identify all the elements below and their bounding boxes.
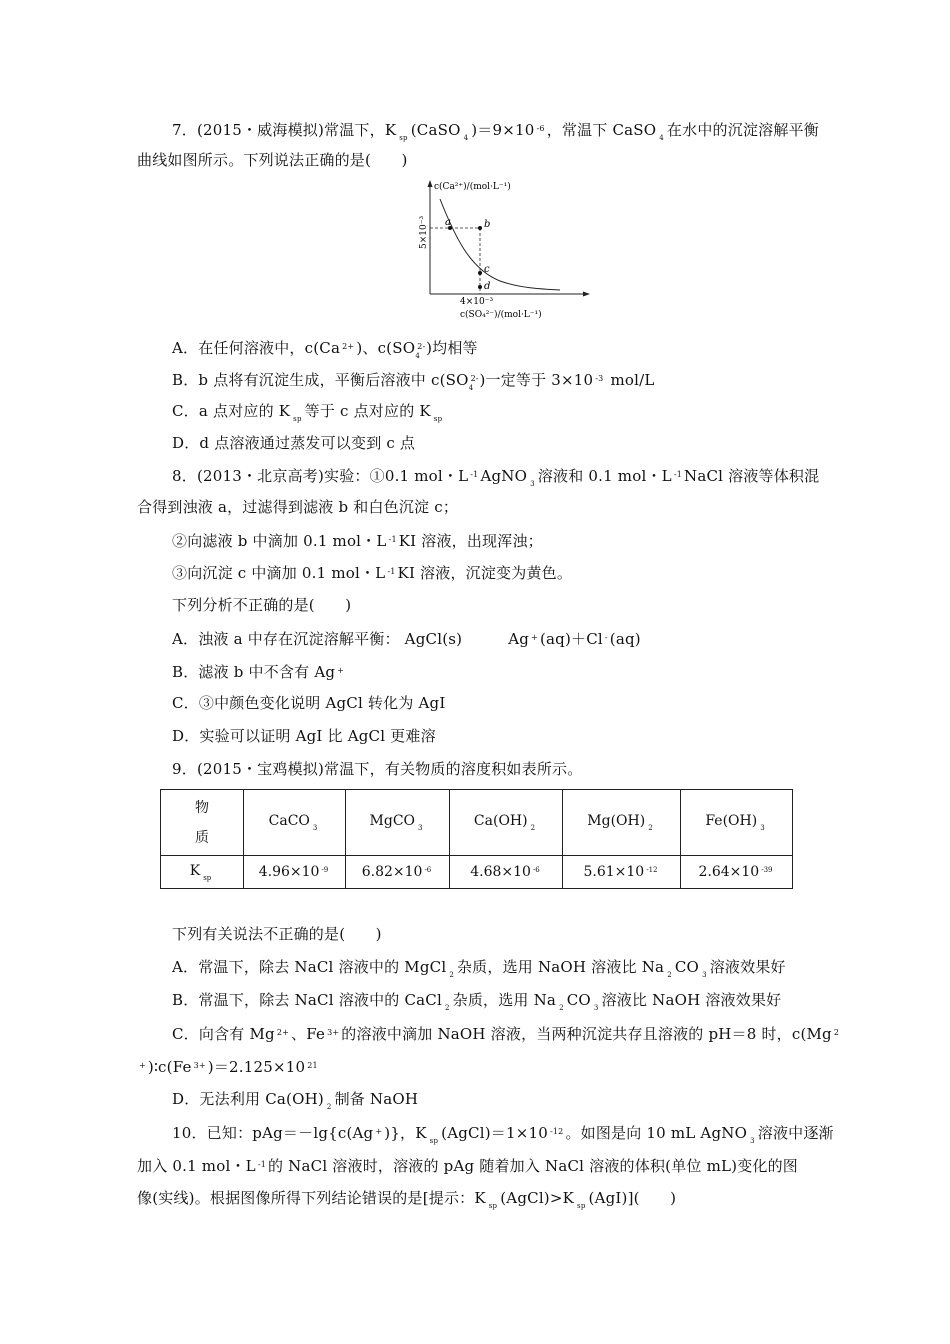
- q7-solubility-figure: [400, 177, 590, 322]
- q8-option-a: A．浊液 a 中存在沉淀溶解平衡： AgCl(s) Ag + (aq)＋Cl - (aq): [172, 630, 641, 648]
- point-b-label: b: [484, 219, 491, 230]
- q7-stem-line2: 曲线如图所示。下列说法正确的是( ): [137, 151, 408, 169]
- table-header-row: [161, 790, 793, 856]
- q7-option-a: A．在任何溶液中，c(Ca $^{2+}$ )、c(SO $^{2-}_4$ )均相等: [172, 339, 478, 360]
- point-c-label: c: [484, 264, 490, 275]
- q7-option-d: D．d 点溶液通过蒸发可以变到 c 点: [172, 434, 416, 452]
- header-mgco3: MgCO $_3$: [346, 790, 450, 856]
- x-axis: [430, 292, 590, 297]
- point-a-label: a: [445, 217, 451, 228]
- header-mgoh2: Mg(OH) $_2$: [563, 790, 681, 856]
- q8-stem-line1: 8．(2013・北京高考)实验：①0.1 mol・L $^{-1}$ AgNO $_3$ 溶液和 0.1 mol・L $^{-1}$ NaCl 溶液等体积混: [172, 467, 820, 488]
- ksp-mgoh2: 5.61×10 $^{-12}$: [563, 856, 681, 889]
- q7-option-c: C．a 点对应的 K $_{sp}$ 等于 c 点对应的 K $_{sp}$: [172, 402, 443, 423]
- ksp-table: [160, 789, 793, 889]
- q10-stem-line3: 像(实线)。根据图像所得下列结论错误的是[提示：K $_{sp}$ (AgCl)>K $_{sp}$ (AgI)]( ): [137, 1189, 677, 1210]
- q8-option-b: B．滤液 b 中不含有 Ag +: [172, 663, 345, 681]
- q9-question: 下列有关说法不正确的是( ): [172, 925, 382, 943]
- q8-step-2: ②向滤液 b 中滴加 0.1 mol・L $^{-1}$ KI 溶液，出现浑浊；: [172, 532, 543, 550]
- header-substance: 物 质: [161, 790, 244, 856]
- y-axis-label: c(Ca²⁺)/(mol·L⁻¹): [434, 182, 511, 192]
- q7-stem-line1: 7．(2015・威海模拟)常温下，K $_{sp}$ (CaSO $_4$ )＝9×10 $^{-6}$ ，常温下 CaSO $_4$ 在水中的沉淀溶解平衡: [172, 121, 819, 142]
- point-b-marker: [478, 226, 482, 230]
- q9-option-a: A．常温下，除去 NaCl 溶液中的 MgCl $_2$ 杂质，选用 NaOH 溶液比 Na $_2$ CO $_3$ 溶液效果好: [172, 958, 786, 979]
- q9-option-c-line1: C．向含有 Mg $^{2+}$ 、Fe $^{3+}$ 的溶液中滴加 NaOH 溶液，当两种沉淀共存且溶液的 pH＝8 时，c(Mg $^2$: [172, 1025, 840, 1043]
- header-caoh2: Ca(OH) $_2$: [450, 790, 563, 856]
- q9-option-c-line2: + )∶c(Fe $^{3+}$ )＝2.125×10 $^{21}$: [139, 1058, 318, 1076]
- ksp-feoh3: 2.64×10 $^{-39}$: [681, 856, 793, 889]
- q8-option-d: D．实验可以证明 AgI 比 AgCl 更难溶: [172, 727, 436, 745]
- x-axis-label: c(SO₄²⁻)/(mol·L⁻¹): [460, 310, 542, 320]
- q7-option-b: B．b 点将有沉淀生成，平衡后溶液中 c(SO $^{2-}_4$ )一定等于 3×10 $^{-3}$ mol/L: [172, 371, 655, 392]
- y-tick-label: 5×10⁻³: [419, 215, 429, 249]
- q10-stem-line1: 10．已知：pAg＝－lg{c(Ag + )}，K $_{sp}$ (AgCl)＝1×10 $^{-12}$ 。如图是向 10 mL AgNO $_3$ 溶液中逐渐: [172, 1124, 834, 1145]
- q8-step-3: ③向沉淀 c 中滴加 0.1 mol・L $^{-1}$ KI 溶液，沉淀变为黄色。: [172, 564, 573, 582]
- q9-option-b: B．常温下，除去 NaCl 溶液中的 CaCl $_2$ 杂质，选用 Na $_2$ CO $_3$ 溶液比 NaOH 溶液效果好: [172, 991, 782, 1012]
- table-row: [161, 856, 793, 889]
- row-label-ksp: K $_{sp}$: [161, 856, 244, 889]
- q9-option-d: D．无法利用 Ca(OH) $_2$ 制备 NaOH: [172, 1090, 419, 1111]
- dissolution-equilibrium-curve: [440, 199, 560, 290]
- point-c-marker: [478, 271, 482, 275]
- ksp-caco3: 4.96×10 $^{-9}$: [244, 856, 346, 889]
- point-d-marker: [478, 285, 482, 289]
- point-d-label: d: [484, 281, 491, 292]
- x-tick-label: 4×10⁻³: [460, 297, 494, 307]
- header-feoh3: Fe(OH) $_3$: [681, 790, 793, 856]
- q8-stem-line2: 合得到浊液 a，过滤得到滤液 b 和白色沉淀 c；: [137, 498, 459, 516]
- q8-question: 下列分析不正确的是( ): [172, 596, 352, 614]
- q8-option-c: C．③中颜色变化说明 AgCl 转化为 AgI: [172, 694, 446, 712]
- ksp-mgco3: 6.82×10 $^{-6}$: [346, 856, 450, 889]
- q9-stem: 9．(2015・宝鸡模拟)常温下，有关物质的溶度积如表所示。: [172, 760, 583, 778]
- header-caco3: CaCO $_3$: [244, 790, 346, 856]
- ksp-caoh2: 4.68×10 $^{-6}$: [450, 856, 563, 889]
- q10-stem-line2: 加入 0.1 mol・L $^{-1}$ 的 NaCl 溶液时，溶液的 pAg 随着加入 NaCl 溶液的体积(单位 mL)变化的图: [137, 1157, 799, 1175]
